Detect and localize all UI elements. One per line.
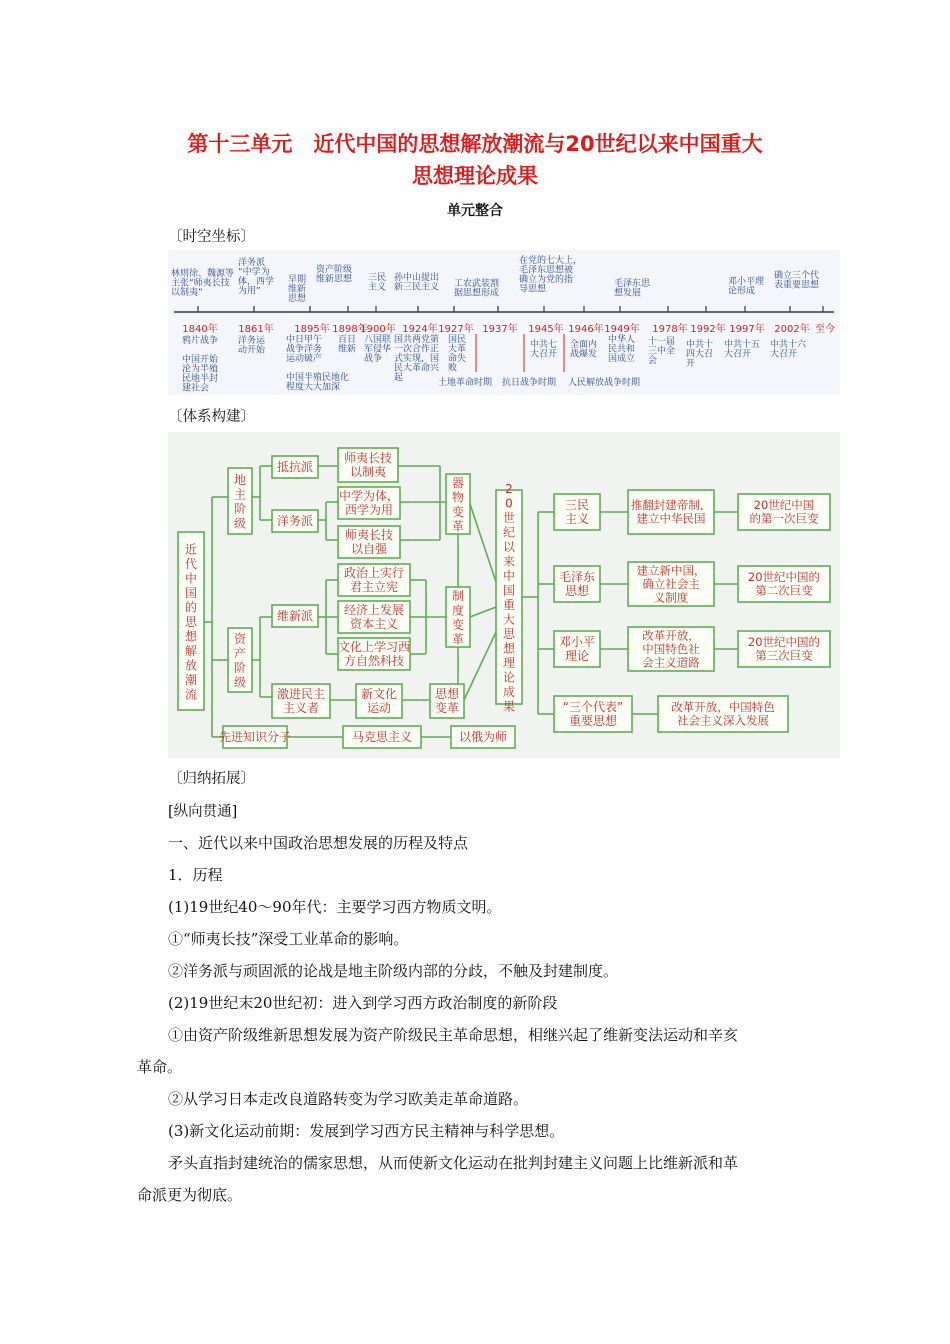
timeline-event-label: 洋务运 bbox=[238, 336, 266, 346]
heading-timeline: 〔时空坐标〕 bbox=[168, 229, 255, 245]
heading-system: 〔体系构建〕 bbox=[168, 409, 255, 425]
shiyi-ziqiang-node-text: 师夷长技 bbox=[344, 528, 394, 542]
timeline-event-label: 维新思想 bbox=[316, 274, 353, 285]
timeline-event-label: 全面内 bbox=[570, 340, 598, 350]
theory-node-text: 理论 bbox=[564, 649, 590, 663]
timeline-event-label: 中共十六 bbox=[770, 340, 807, 350]
theory-action-node-text: 确立社会主 bbox=[642, 576, 700, 591]
timeline-year: 1898年 bbox=[332, 324, 368, 335]
timeline-event-label: 中共七 bbox=[530, 340, 558, 350]
timeline-event-label: 建社会 bbox=[182, 383, 210, 394]
timeline-event-label: 中华人 bbox=[608, 335, 636, 345]
cultural-node-text: 文化上学习西 bbox=[337, 640, 411, 654]
timeline-year: 1924年 bbox=[402, 324, 438, 335]
timeline-event-label: 工农武装割 bbox=[454, 279, 500, 289]
timeline-event-label: 体，西学 bbox=[238, 277, 275, 287]
timeline-event-label: 毛泽东思 bbox=[614, 279, 651, 289]
root-node-text: 近 bbox=[184, 542, 198, 557]
paragraph: ②从学习日本走改良道路转变为学习欧美走革命道路。 bbox=[168, 1090, 529, 1108]
bourgeois-node-text: 阶 bbox=[233, 661, 247, 675]
landlord-node-text: 阶 bbox=[233, 502, 247, 516]
timeline-year: 1946年 bbox=[568, 324, 604, 335]
political-node-text: 君主立宪 bbox=[349, 580, 399, 594]
timeline-year: 1900年 bbox=[360, 324, 396, 335]
timeline-event-label: 中国半殖民地化 bbox=[286, 373, 350, 383]
theory-result-node-text: 第二次巨变 bbox=[755, 583, 813, 598]
theory-node-text: 三民 bbox=[564, 498, 590, 512]
root-node-text: 中 bbox=[184, 571, 198, 586]
timeline-event-label: 程度大大加深 bbox=[286, 382, 341, 393]
radical-node-text: 激进民主 bbox=[276, 687, 326, 701]
timeline-event-label: 民大革命兴 bbox=[394, 363, 440, 374]
theory-result-node-text: 20世纪中国的 bbox=[747, 635, 821, 649]
system-reform-node-text: 变 bbox=[451, 618, 465, 632]
zhongti-node-text: 西学为用 bbox=[344, 503, 394, 517]
paragraph: ②洋务派与顽固派的论战是地主阶级内部的分歧，不触及封建制度。 bbox=[168, 962, 619, 980]
vessel-reform-node-text: 革 bbox=[451, 519, 465, 534]
timeline-event-label: 资产阶级 bbox=[316, 265, 353, 275]
center-node-text: 论 bbox=[502, 670, 516, 685]
root-node-text: 的 bbox=[184, 600, 198, 615]
timeline-event-label: 式实现，国 bbox=[394, 354, 440, 364]
timeline-event-label: “中学为 bbox=[238, 267, 270, 278]
timeline-event-label: 四大召 bbox=[686, 349, 714, 360]
paragraph: 矛头直指封建统治的儒家思想，从而使新文化运动在批判封建主义问题上比维新派和革 bbox=[168, 1154, 739, 1172]
westernization-node-text: 洋务派 bbox=[276, 514, 314, 528]
timeline-event-label: 中共十 bbox=[686, 340, 714, 350]
theory-action-node-text: 建立中华民国 bbox=[636, 511, 706, 526]
root-node-text: 国 bbox=[184, 585, 198, 600]
reformers-node-text: 维新派 bbox=[276, 609, 314, 623]
center-node-text: 思 bbox=[502, 627, 516, 641]
theory-result-node-text: 20世纪中国 bbox=[753, 498, 815, 512]
theory-node-text: 重要思想 bbox=[568, 714, 618, 728]
timeline-event-label: 论形成 bbox=[728, 286, 756, 297]
theory-node-text: 毛泽东 bbox=[558, 570, 596, 584]
timeline-event-label: 想发展 bbox=[614, 288, 642, 299]
timeline-event-label: 十一届 bbox=[648, 337, 676, 347]
timeline-year: 1840年 bbox=[182, 324, 218, 335]
timeline-event-label: 中日甲午 bbox=[286, 335, 323, 345]
advanced-intellectuals-node-text: 先进知识分子 bbox=[218, 730, 292, 744]
heading-vertical: [纵向贯通] bbox=[168, 804, 238, 820]
paragraph: 革命。 bbox=[137, 1058, 183, 1076]
timeline-event-label: 表重要思想 bbox=[774, 280, 820, 291]
timeline-event-label: 主义 bbox=[368, 282, 387, 293]
bourgeois-node-text: 产 bbox=[233, 646, 247, 661]
timeline-year: 1861年 bbox=[238, 324, 274, 335]
timeline-event-label: 民共和 bbox=[608, 344, 636, 355]
root-node-text: 代 bbox=[184, 556, 198, 571]
timeline-event-label: 维新 bbox=[338, 344, 357, 355]
timeline-year: 2002年 bbox=[774, 324, 810, 335]
vessel-reform-node-text: 器 bbox=[451, 476, 465, 490]
shiyi-ziqiang-node-text: 以自强 bbox=[350, 542, 388, 556]
unit-title-line1: 第十三单元 近代中国的思想解放潮流与20世纪以来中国重大 bbox=[187, 132, 763, 156]
timeline-year: 1978年 bbox=[652, 324, 688, 335]
timeline-event-label: 八国联 bbox=[364, 335, 392, 345]
learn-from-russia-node-text: 以俄为师 bbox=[458, 730, 508, 744]
paragraph: ①“师夷长技”深受工业革命的影响。 bbox=[168, 930, 409, 948]
timeline-event-label: 动开始 bbox=[238, 345, 266, 356]
timeline-event-label: 运动破产 bbox=[286, 354, 323, 364]
root-node-text: 解 bbox=[184, 643, 198, 658]
heading-summary: 〔归纳拓展〕 bbox=[168, 771, 255, 787]
thought-reform-node-text: 变革 bbox=[434, 701, 460, 715]
theory-action-node-text: 推翻封建帝制， bbox=[630, 498, 712, 512]
bourgeois-node-text: 资 bbox=[233, 632, 247, 646]
timeline-event-label: 主张“师夷长技 bbox=[171, 278, 230, 289]
timeline-year: 1997年 bbox=[729, 324, 765, 335]
theory-action-node-text: 改革开放， bbox=[642, 628, 700, 643]
theory-action-node-text: 改革开放，中国特色 bbox=[671, 700, 775, 714]
timeline-event-label: 大革 bbox=[448, 344, 467, 355]
timeline-event-label: 国共两党第 bbox=[394, 335, 440, 345]
timeline-event-label: 百日 bbox=[338, 335, 357, 345]
shiyi-zhiyi-node-text: 师夷长技 bbox=[343, 451, 393, 465]
center-node-text: 纪 bbox=[502, 525, 516, 540]
theory-node-text: 主义 bbox=[564, 512, 590, 526]
center-node-text: 大 bbox=[502, 612, 516, 627]
root-node-text: 潮 bbox=[184, 672, 198, 687]
center-node-text: 想 bbox=[502, 641, 516, 656]
resist-node-text: 抵抗派 bbox=[276, 460, 314, 474]
timeline-event-label: 林则徐、魏源等 bbox=[171, 269, 235, 279]
timeline-event-label: 毛泽东思想被 bbox=[519, 265, 574, 276]
political-node-text: 政治上实行 bbox=[343, 566, 405, 580]
center-node-text: 0 bbox=[505, 496, 513, 511]
timeline-event-label: 鸦片战争 bbox=[182, 336, 219, 346]
timeline-year: 1945年 bbox=[528, 324, 564, 335]
center-node-text: 以 bbox=[502, 540, 516, 554]
timeline-event-label: 思想 bbox=[288, 294, 307, 304]
timeline-event-label: 在党的七大上， bbox=[519, 256, 583, 266]
theory-action-node-text: 中国特色社 bbox=[642, 641, 700, 656]
timeline-year: 1937年 bbox=[482, 324, 518, 335]
section-subtitle: 单元整合 bbox=[447, 203, 503, 219]
paragraph: 命派更为彻底。 bbox=[137, 1186, 243, 1204]
timeline-event-label: 早期 bbox=[288, 275, 307, 285]
timeline-figure bbox=[168, 250, 840, 395]
timeline-event-label: 大召开 bbox=[724, 349, 752, 360]
economic-node-text: 资本主义 bbox=[349, 617, 399, 631]
root-node-text: 思 bbox=[184, 614, 198, 629]
vessel-reform-node-text: 变 bbox=[451, 505, 465, 519]
landlord-node-text: 主 bbox=[233, 487, 247, 502]
timeline-event-label: 起 bbox=[394, 373, 404, 383]
timeline-event-label: 战争 bbox=[364, 354, 383, 364]
theory-node-text: 邓小平 bbox=[558, 635, 596, 649]
landlord-node-text: 级 bbox=[233, 516, 247, 531]
timeline-event-label: 军侵华 bbox=[364, 344, 392, 355]
new-culture-node-text: 新文化 bbox=[360, 687, 398, 701]
root-node-text: 想 bbox=[184, 629, 198, 644]
center-node-text: 理 bbox=[502, 656, 516, 670]
timeline-event-label: 中国开始 bbox=[182, 355, 219, 365]
timeline-event-label: 沦为半殖 bbox=[182, 364, 219, 375]
timeline-event-label: 中共十五 bbox=[724, 340, 761, 350]
zhongti-node-text: 中学为体， bbox=[338, 489, 400, 503]
timeline-event-label: 战争洋务 bbox=[286, 344, 323, 355]
theory-result-node-text: 第三次巨变 bbox=[755, 648, 813, 663]
marxism-node-text: 马克思主义 bbox=[351, 730, 413, 744]
timeline-event-label: 开 bbox=[686, 359, 696, 369]
timeline-year: 1895年 bbox=[294, 324, 330, 335]
center-node-text: 中 bbox=[502, 569, 516, 583]
root-node-text: 放 bbox=[184, 658, 198, 673]
timeline-event-label: 三中全 bbox=[648, 346, 676, 357]
period-label: 抗日战争时期 bbox=[502, 378, 557, 388]
timeline-event-label: 确立为党的指 bbox=[519, 275, 574, 285]
timeline-event-label: 命失 bbox=[448, 354, 467, 364]
timeline-event-label: 孙中山提出 bbox=[394, 273, 440, 283]
vessel-reform-node-text: 物 bbox=[451, 490, 465, 505]
theory-action-node-text: 建立新中国， bbox=[636, 563, 706, 578]
theory-node-text: “三个代表” bbox=[562, 700, 624, 714]
system-reform-node-text: 度 bbox=[451, 603, 465, 618]
center-node-text: 来 bbox=[502, 554, 516, 569]
heading-history: 一、近代以来中国政治思想发展的历程及特点 bbox=[168, 834, 469, 852]
system-reform-node-text: 革 bbox=[451, 632, 465, 647]
thought-reform-node-text: 思想 bbox=[434, 687, 460, 701]
timeline-year: 1992年 bbox=[690, 324, 726, 335]
economic-node-text: 经济上发展 bbox=[343, 603, 405, 617]
center-node-text: 世 bbox=[502, 511, 516, 525]
period-label: 人民解放战争时期 bbox=[568, 378, 641, 388]
theory-result-node-text: 的第一次巨变 bbox=[749, 511, 819, 526]
timeline-event-label: 以制夷” bbox=[171, 288, 203, 298]
center-node-text: 国 bbox=[502, 583, 516, 598]
landlord-node-text: 地 bbox=[233, 473, 247, 487]
timeline-year: 至今 bbox=[815, 324, 835, 335]
timeline-event-label: 新三民主义 bbox=[394, 282, 440, 293]
timeline-event-label: 战爆发 bbox=[570, 349, 598, 360]
bourgeois-node-text: 级 bbox=[233, 675, 247, 690]
timeline-event-label: 维新 bbox=[288, 284, 307, 295]
timeline-event-label: 确立三个代 bbox=[774, 271, 820, 281]
timeline-event-label: 大召开 bbox=[530, 349, 558, 360]
system-reform-node-text: 制 bbox=[451, 589, 465, 603]
center-node-text: 果 bbox=[502, 699, 516, 714]
timeline-event-label: 三民 bbox=[368, 273, 387, 283]
theory-result-node-text: 20世纪中国的 bbox=[747, 570, 821, 584]
paragraph: (2)19世纪末20世纪初：进入到学习西方政治制度的新阶段 bbox=[168, 994, 558, 1012]
timeline-event-label: 民地半封 bbox=[182, 374, 219, 384]
timeline-event-label: 大召开 bbox=[770, 349, 798, 360]
root-node-text: 流 bbox=[184, 687, 198, 702]
timeline-event-label: 为用” bbox=[238, 286, 261, 297]
center-node-text: 重 bbox=[502, 598, 516, 612]
timeline-event-label: 邓小平理 bbox=[728, 277, 765, 287]
timeline-event-label: 国民 bbox=[448, 335, 467, 345]
shiyi-zhiyi-node-text: 以制夷 bbox=[349, 465, 387, 479]
center-node-text: 2 bbox=[505, 482, 513, 496]
timeline-event-label: 会 bbox=[648, 356, 658, 366]
theory-action-node-text: 义制度 bbox=[653, 590, 689, 605]
timeline-event-label: 败 bbox=[448, 363, 458, 374]
timeline-event-label: 洋务派 bbox=[238, 258, 266, 268]
unit-title-line2: 思想理论成果 bbox=[412, 164, 538, 188]
theory-node-text: 思想 bbox=[564, 584, 590, 598]
heading-process: 1．历程 bbox=[168, 866, 223, 884]
center-node-text: 成 bbox=[502, 685, 516, 699]
cultural-node-text: 方自然科技 bbox=[343, 654, 405, 668]
paragraph: ①由资产阶级维新思想发展为资产阶级民主革命思想，相继兴起了维新变法运动和辛亥 bbox=[168, 1026, 739, 1044]
timeline-event-label: 国成立 bbox=[608, 354, 636, 364]
period-label: 土地革命时期 bbox=[438, 378, 493, 388]
timeline-year: 1949年 bbox=[604, 324, 640, 335]
paragraph: (1)19世纪40～90年代：主要学习西方物质文明。 bbox=[168, 898, 502, 916]
timeline-event-label: 一次合作正 bbox=[394, 344, 440, 355]
timeline-year: 1927年 bbox=[438, 324, 474, 335]
theory-action-node-text: 社会主义深入发展 bbox=[677, 713, 769, 728]
paragraph: (3)新文化运动前期：发展到学习西方民主精神与科学思想。 bbox=[168, 1122, 565, 1140]
timeline-event-label: 导思想 bbox=[519, 284, 547, 295]
new-culture-node-text: 运动 bbox=[366, 701, 392, 715]
timeline-event-label: 据思想形成 bbox=[454, 288, 500, 299]
radical-node-text: 主义者 bbox=[282, 701, 320, 715]
concept-diagram bbox=[168, 432, 840, 758]
theory-action-node-text: 会主义道路 bbox=[642, 655, 700, 670]
